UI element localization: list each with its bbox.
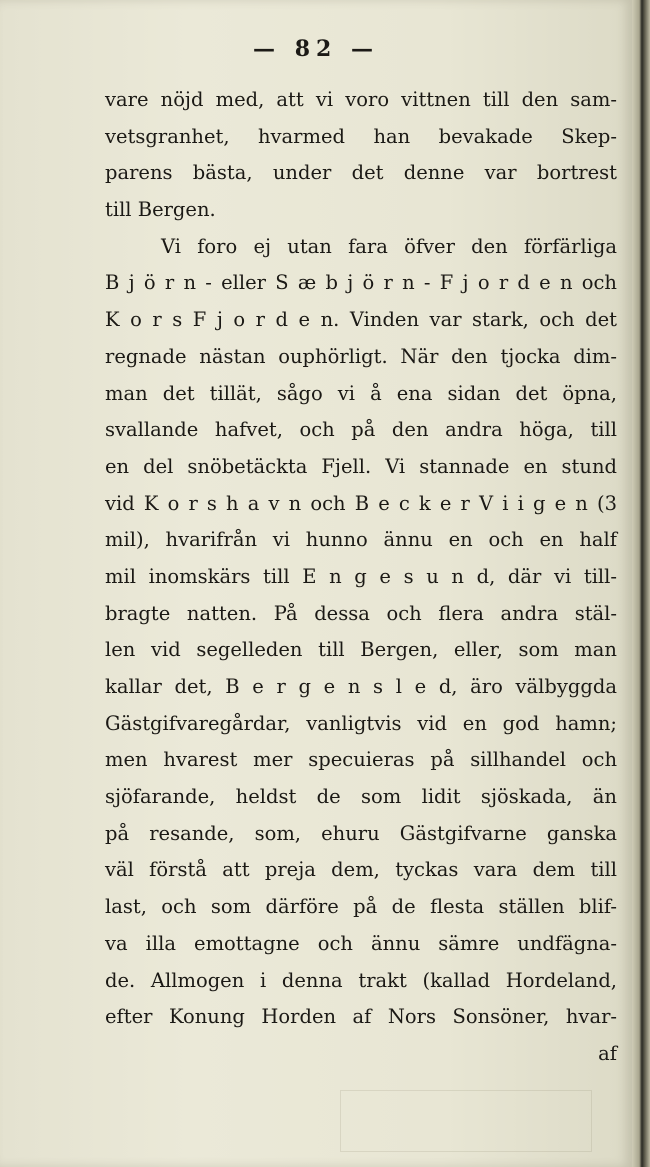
text-line: vare nöjd med, att vi voro vittnen till den sam- [105, 88, 617, 111]
text-line: parens bästa, under det denne var bortrest [105, 161, 617, 185]
text-line: vetsgranhet, hvarmed han bevakade Skep- [105, 124, 617, 148]
text-line: vid K o r s h a v n och B e c k e r V i i g e n (3 [105, 491, 617, 515]
book-spine-edge [632, 0, 650, 1167]
text-line: K o r s F j o r d e n. Vinden var stark, och det [105, 308, 617, 332]
text-line: sjöfarande, heldst de som lidit sjöskada, än [105, 785, 617, 809]
text-line: len vid segelleden till Bergen, eller, som man [105, 638, 617, 662]
text-line: svallande hafvet, och på den andra höga, till [105, 418, 617, 442]
text-line: last, och som därföre på de flesta ställen blif- [105, 895, 617, 919]
text-line: efter Konung Horden af Nors Sonsöner, hvar- [105, 1005, 617, 1029]
catchword: af [598, 1041, 617, 1065]
text-line: man det tillät, sågo vi å ena sidan det öpna, [105, 381, 617, 405]
text-line: på resande, som, ehuru Gästgifvarne ganska [105, 821, 617, 845]
text-line: B j ö r n - eller S æ b j ö r n - F j o r d e n och [105, 271, 617, 295]
page-number: — 82 — [253, 36, 379, 62]
text-line: Gästgifvaregårdar, vanligtvis vid en god hamn; [105, 711, 617, 735]
text-line: regnade nästan ouphörligt. När den tjocka dim- [105, 344, 617, 368]
text-line: väl förstå att preja dem, tyckas vara dem till [105, 858, 617, 882]
text-line: kallar det, B e r g e n s l e d, äro välbyggda [105, 675, 617, 698]
text-line: mil), hvarifrån vi hunno ännu en och en half [105, 528, 617, 552]
text-line: en del snöbetäckta Fjell. Vi stannade en stund [105, 454, 617, 478]
text-line: mil inomskärs till E n g e s u n d, där vi till- [105, 564, 617, 588]
paper-stain [340, 1090, 592, 1152]
text-line: till Bergen. [105, 198, 216, 222]
text-line: de. Allmogen i denna trakt (kallad Hordeland, [105, 968, 617, 992]
text-line: bragte natten. På dessa och flera andra stäl- [105, 601, 617, 625]
text-line: men hvarest mer specuieras på sillhandel och [105, 748, 617, 772]
body-text [105, 82, 617, 1073]
text-line: va illa emottagne och ännu sämre undfägna- [105, 931, 617, 955]
text-line: Vi foro ej utan fara öfver den förfärliga [161, 234, 617, 258]
